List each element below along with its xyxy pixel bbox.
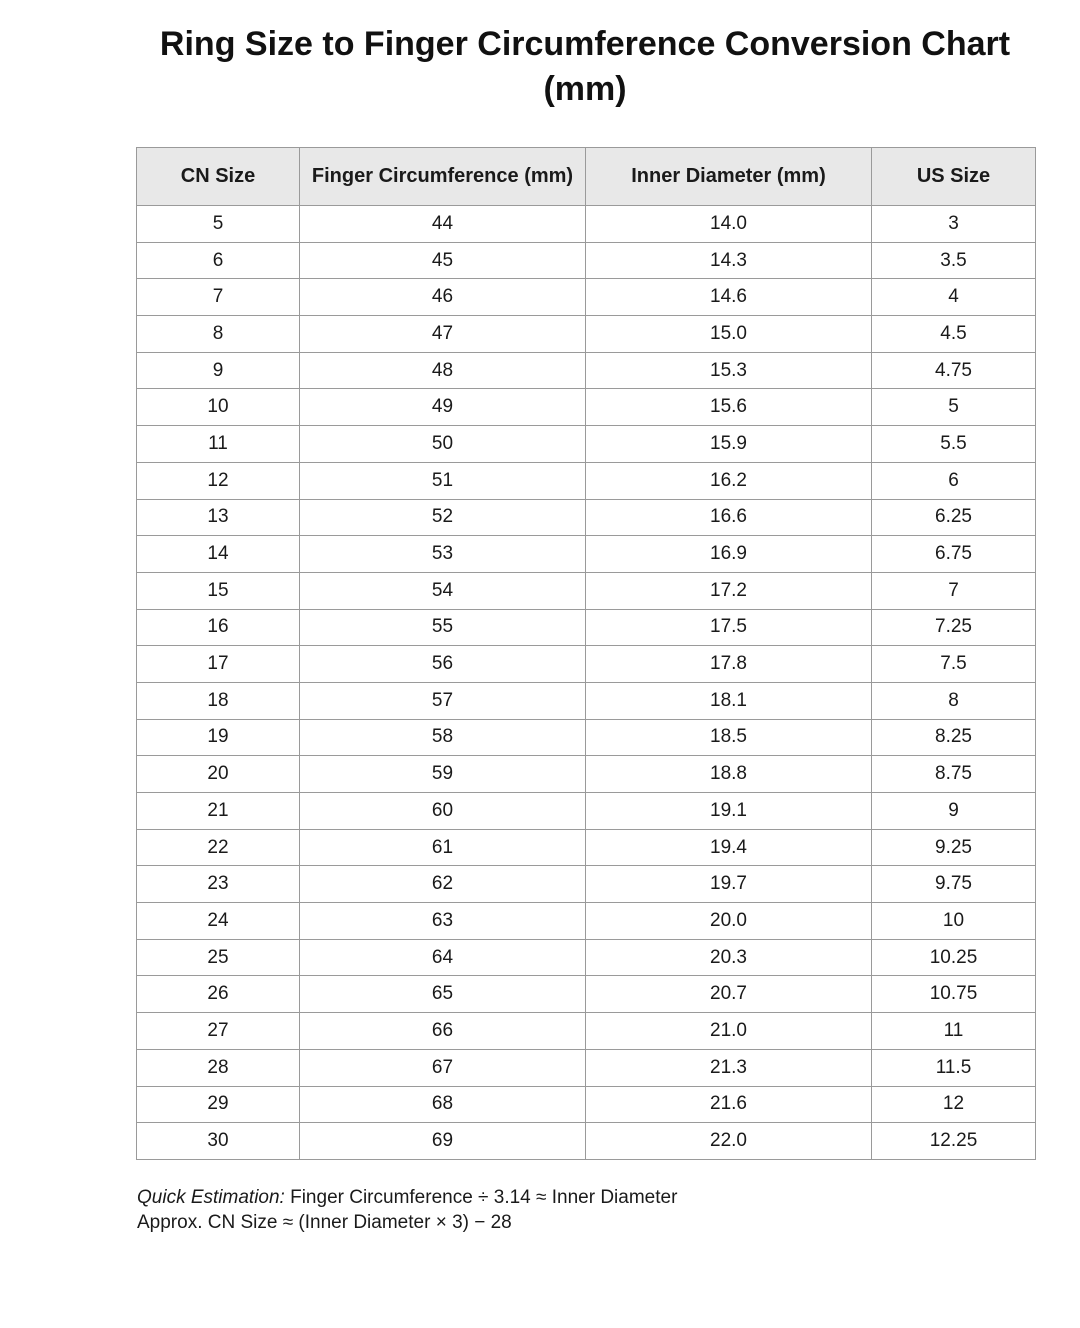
table-row <box>137 866 1036 903</box>
cell-finger-circumference: 52 <box>300 499 586 536</box>
cell-cn-size: 7 <box>137 279 300 316</box>
cell-us-size: 7.25 <box>872 609 1036 646</box>
cell-us-size: 4 <box>872 279 1036 316</box>
table-row <box>137 536 1036 573</box>
cell-finger-circumference: 58 <box>300 719 586 756</box>
cell-us-size: 6.75 <box>872 536 1036 573</box>
cell-cn-size: 29 <box>137 1086 300 1123</box>
cell-finger-circumference: 55 <box>300 609 586 646</box>
cell-inner-diameter: 20.7 <box>586 976 872 1013</box>
cell-finger-circumference: 45 <box>300 242 586 279</box>
table-row <box>137 719 1036 756</box>
table-row <box>137 352 1036 389</box>
cell-us-size: 10 <box>872 903 1036 940</box>
header-row <box>137 148 1036 206</box>
table-row <box>137 829 1036 866</box>
cell-finger-circumference: 49 <box>300 389 586 426</box>
header-finger-circumference: Finger Circumference (mm) <box>300 148 586 206</box>
cell-us-size: 3.5 <box>872 242 1036 279</box>
cell-cn-size: 12 <box>137 462 300 499</box>
cell-cn-size: 30 <box>137 1123 300 1160</box>
cell-finger-circumference: 46 <box>300 279 586 316</box>
cell-cn-size: 13 <box>137 499 300 536</box>
table-row <box>137 242 1036 279</box>
table-row <box>137 1086 1036 1123</box>
table-row <box>137 389 1036 426</box>
cell-finger-circumference: 65 <box>300 976 586 1013</box>
table-row <box>137 1049 1036 1086</box>
cell-cn-size: 28 <box>137 1049 300 1086</box>
cell-inner-diameter: 15.3 <box>586 352 872 389</box>
cell-cn-size: 14 <box>137 536 300 573</box>
cell-cn-size: 27 <box>137 1013 300 1050</box>
cell-finger-circumference: 53 <box>300 536 586 573</box>
cell-cn-size: 17 <box>137 646 300 683</box>
cell-inner-diameter: 15.0 <box>586 316 872 353</box>
cell-inner-diameter: 16.9 <box>586 536 872 573</box>
cell-inner-diameter: 17.2 <box>586 572 872 609</box>
cell-finger-circumference: 47 <box>300 316 586 353</box>
cell-finger-circumference: 56 <box>300 646 586 683</box>
table-row <box>137 426 1036 463</box>
conversion-table-container <box>136 147 1035 1160</box>
cell-cn-size: 26 <box>137 976 300 1013</box>
cell-inner-diameter: 21.0 <box>586 1013 872 1050</box>
cell-us-size: 5.5 <box>872 426 1036 463</box>
cell-cn-size: 20 <box>137 756 300 793</box>
cell-us-size: 4.5 <box>872 316 1036 353</box>
table-row <box>137 499 1036 536</box>
cell-cn-size: 15 <box>137 572 300 609</box>
cell-us-size: 12 <box>872 1086 1036 1123</box>
cell-cn-size: 23 <box>137 866 300 903</box>
cell-us-size: 6.25 <box>872 499 1036 536</box>
footer-notes <box>137 1185 677 1235</box>
cell-cn-size: 16 <box>137 609 300 646</box>
cell-finger-circumference: 51 <box>300 462 586 499</box>
cell-finger-circumference: 66 <box>300 1013 586 1050</box>
cell-cn-size: 19 <box>137 719 300 756</box>
cell-us-size: 9.75 <box>872 866 1036 903</box>
cell-inner-diameter: 22.0 <box>586 1123 872 1160</box>
cell-cn-size: 10 <box>137 389 300 426</box>
cell-finger-circumference: 48 <box>300 352 586 389</box>
table-row <box>137 903 1036 940</box>
cell-finger-circumference: 50 <box>300 426 586 463</box>
cell-inner-diameter: 21.6 <box>586 1086 872 1123</box>
cell-cn-size: 5 <box>137 206 300 243</box>
cell-us-size: 8.75 <box>872 756 1036 793</box>
cell-inner-diameter: 15.9 <box>586 426 872 463</box>
cell-us-size: 5 <box>872 389 1036 426</box>
cell-inner-diameter: 21.3 <box>586 1049 872 1086</box>
cell-cn-size: 22 <box>137 829 300 866</box>
cell-finger-circumference: 68 <box>300 1086 586 1123</box>
cell-finger-circumference: 61 <box>300 829 586 866</box>
table-row <box>137 1013 1036 1050</box>
cell-cn-size: 8 <box>137 316 300 353</box>
cell-finger-circumference: 69 <box>300 1123 586 1160</box>
cell-us-size: 3 <box>872 206 1036 243</box>
cell-cn-size: 9 <box>137 352 300 389</box>
page-title: Ring Size to Finger Circumference Conversion Chart (mm) <box>159 25 1011 108</box>
cell-inner-diameter: 20.0 <box>586 903 872 940</box>
cell-cn-size: 18 <box>137 682 300 719</box>
cell-cn-size: 24 <box>137 903 300 940</box>
table-row <box>137 976 1036 1013</box>
cell-inner-diameter: 19.4 <box>586 829 872 866</box>
cell-inner-diameter: 19.7 <box>586 866 872 903</box>
cell-us-size: 4.75 <box>872 352 1036 389</box>
table-row <box>137 462 1036 499</box>
table-row <box>137 646 1036 683</box>
cell-inner-diameter: 20.3 <box>586 939 872 976</box>
cell-inner-diameter: 17.8 <box>586 646 872 683</box>
table-row <box>137 206 1036 243</box>
cell-inner-diameter: 14.0 <box>586 206 872 243</box>
table-body <box>137 206 1036 1160</box>
cell-us-size: 8.25 <box>872 719 1036 756</box>
cell-inner-diameter: 18.5 <box>586 719 872 756</box>
cell-us-size: 9 <box>872 793 1036 830</box>
header-cn-size: CN Size <box>137 148 300 206</box>
table-row <box>137 756 1036 793</box>
cell-us-size: 11.5 <box>872 1049 1036 1086</box>
header-us-size: US Size <box>872 148 1036 206</box>
cell-us-size: 10.25 <box>872 939 1036 976</box>
cell-cn-size: 6 <box>137 242 300 279</box>
cell-us-size: 6 <box>872 462 1036 499</box>
table-row <box>137 279 1036 316</box>
cell-finger-circumference: 67 <box>300 1049 586 1086</box>
table-row <box>137 572 1036 609</box>
cell-us-size: 8 <box>872 682 1036 719</box>
cell-us-size: 10.75 <box>872 976 1036 1013</box>
cell-inner-diameter: 18.1 <box>586 682 872 719</box>
cell-cn-size: 11 <box>137 426 300 463</box>
table-row <box>137 1123 1036 1160</box>
estimation-formula: Finger Circumference ÷ 3.14 ≈ Inner Diameter <box>284 1187 678 1208</box>
cell-inner-diameter: 15.6 <box>586 389 872 426</box>
table-row <box>137 939 1036 976</box>
header-inner-diameter: Inner Diameter (mm) <box>586 148 872 206</box>
cell-inner-diameter: 18.8 <box>586 756 872 793</box>
cell-finger-circumference: 60 <box>300 793 586 830</box>
cell-finger-circumference: 44 <box>300 206 586 243</box>
cell-finger-circumference: 64 <box>300 939 586 976</box>
table-header <box>137 148 1036 206</box>
estimation-label: Quick Estimation: <box>137 1187 285 1208</box>
cell-finger-circumference: 62 <box>300 866 586 903</box>
cell-cn-size: 21 <box>137 793 300 830</box>
cell-us-size: 11 <box>872 1013 1036 1050</box>
estimation-note <box>137 1185 677 1210</box>
cell-cn-size: 25 <box>137 939 300 976</box>
cell-finger-circumference: 54 <box>300 572 586 609</box>
cell-inner-diameter: 16.2 <box>586 462 872 499</box>
approx-cn-note: Approx. CN Size ≈ (Inner Diameter × 3) − 28 <box>137 1212 512 1233</box>
cell-inner-diameter: 14.3 <box>586 242 872 279</box>
conversion-table <box>136 147 1036 1160</box>
table-row <box>137 793 1036 830</box>
cell-finger-circumference: 63 <box>300 903 586 940</box>
cell-us-size: 7.5 <box>872 646 1036 683</box>
table-row <box>137 316 1036 353</box>
cell-us-size: 12.25 <box>872 1123 1036 1160</box>
cell-inner-diameter: 16.6 <box>586 499 872 536</box>
table-row <box>137 682 1036 719</box>
cell-finger-circumference: 57 <box>300 682 586 719</box>
cell-us-size: 7 <box>872 572 1036 609</box>
cell-inner-diameter: 17.5 <box>586 609 872 646</box>
cell-us-size: 9.25 <box>872 829 1036 866</box>
cell-finger-circumference: 59 <box>300 756 586 793</box>
table-row <box>137 609 1036 646</box>
cell-inner-diameter: 19.1 <box>586 793 872 830</box>
cell-inner-diameter: 14.6 <box>586 279 872 316</box>
